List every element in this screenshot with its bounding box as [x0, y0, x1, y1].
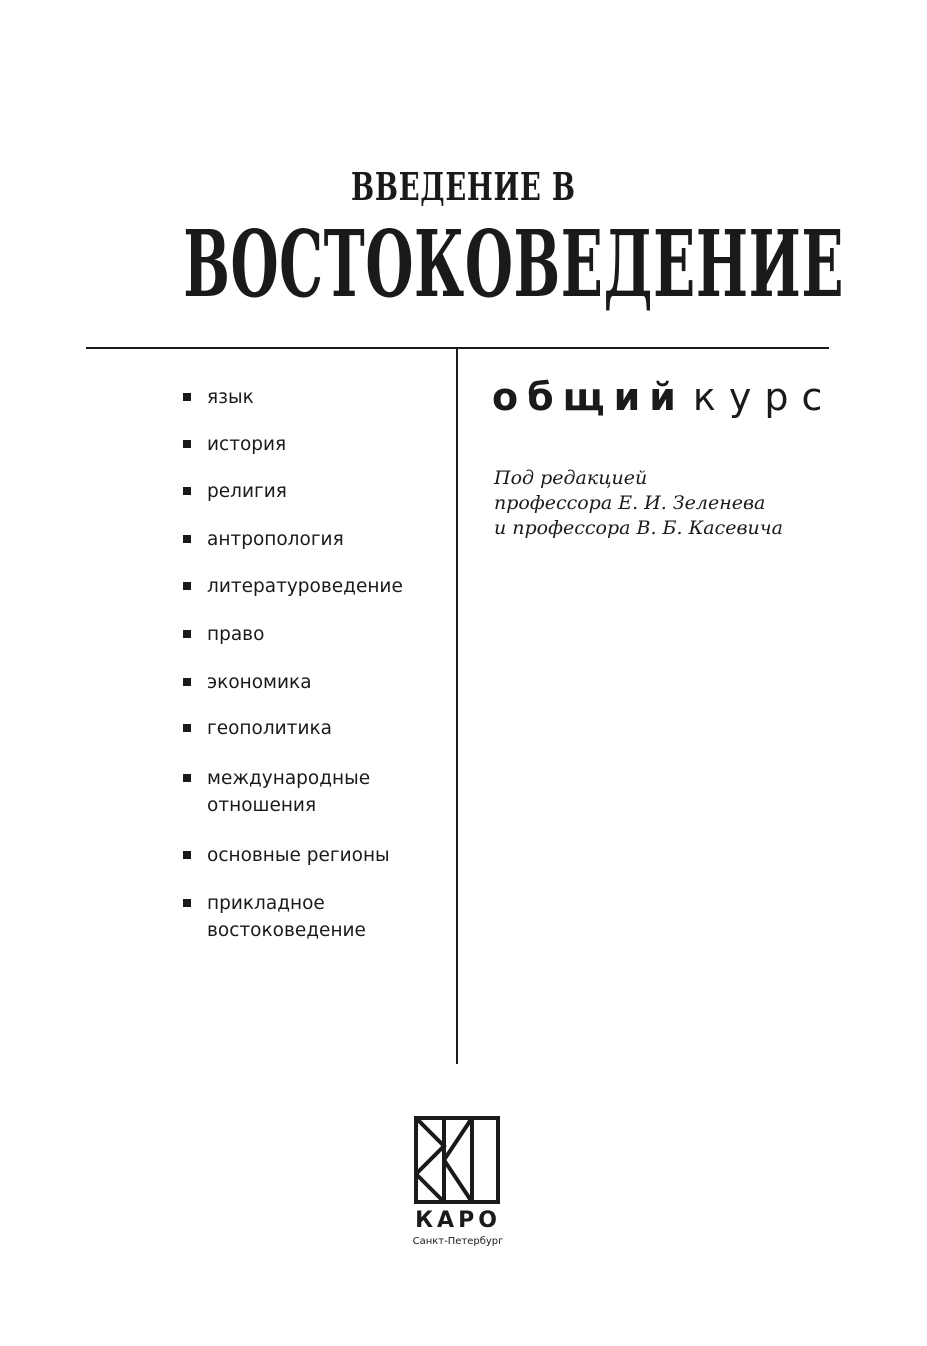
topic-item	[183, 715, 443, 742]
square-bullet-icon	[183, 724, 191, 732]
topic-label: язык	[207, 387, 254, 408]
topic-item	[183, 669, 443, 696]
course-bold-word: общий	[492, 375, 685, 419]
square-bullet-icon	[183, 393, 191, 401]
topic-label: экономика	[207, 672, 312, 693]
square-bullet-icon	[183, 487, 191, 495]
topic-label: основные регионы	[207, 845, 390, 866]
topic-item	[183, 890, 383, 944]
editors-line: и профессора В. Б. Касевича	[494, 517, 783, 539]
square-bullet-icon	[183, 899, 191, 907]
topic-label: прикладное востоковедение	[207, 893, 366, 941]
course-subtitle	[492, 374, 835, 420]
topic-label: международные отношения	[207, 768, 371, 816]
course-light-word: курс	[692, 375, 836, 419]
topic-label: антропология	[207, 529, 344, 550]
square-bullet-icon	[183, 535, 191, 543]
topic-item	[183, 573, 443, 600]
topic-label: история	[207, 434, 287, 455]
editors-block	[494, 466, 783, 541]
topic-item	[183, 621, 443, 648]
karo-k-logo-icon	[414, 1116, 500, 1204]
topic-item	[183, 765, 383, 819]
topic-label: геополитика	[207, 718, 332, 739]
square-bullet-icon	[183, 630, 191, 638]
topic-item	[183, 431, 443, 458]
editors-line: Под редакцией	[494, 467, 648, 489]
publisher-logo	[398, 1116, 518, 1247]
topic-label: литературоведение	[207, 576, 403, 597]
title-line-2: ВОСТОКОВЕДЕНИЕ	[183, 210, 845, 318]
publisher-city: Санкт-Петербург	[412, 1236, 504, 1247]
topic-item	[183, 842, 443, 869]
title-line-1: ВВЕДЕНИЕ В	[351, 164, 576, 209]
square-bullet-icon	[183, 582, 191, 590]
publisher-name: КАРО	[415, 1208, 501, 1233]
square-bullet-icon	[183, 851, 191, 859]
topic-item	[183, 384, 443, 411]
square-bullet-icon	[183, 678, 191, 686]
vertical-divider	[456, 349, 458, 1064]
square-bullet-icon	[183, 774, 191, 782]
topic-label: право	[207, 624, 265, 645]
topic-item	[183, 526, 443, 553]
topic-label: религия	[207, 481, 287, 502]
square-bullet-icon	[183, 440, 191, 448]
topic-item	[183, 478, 443, 505]
editors-line: профессора Е. И. Зеленева	[494, 492, 766, 514]
